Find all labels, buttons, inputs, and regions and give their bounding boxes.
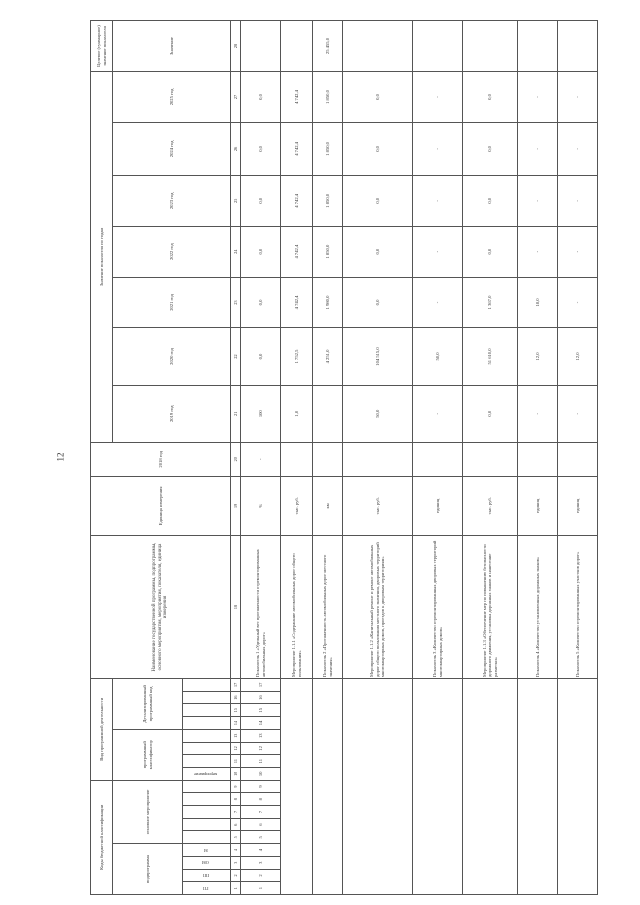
code-cell: 14 [241, 717, 281, 730]
program-classifier-header: программный классификатор [113, 729, 183, 780]
code-col-1: ГП [183, 882, 231, 895]
code-cells-empty [463, 679, 518, 895]
sub-budget-header: подпрограмма [113, 844, 183, 895]
row-name: Мероприятие 1.1.2 «Капитальный ремонт и ремонт автомобильных дорог общего пользования местного значения, дворовых территорий многоквартирных домов, проездов к дворовым территориям» [343, 536, 413, 679]
col-number: 3 [231, 856, 241, 869]
row-final [241, 21, 281, 72]
code-col-3: ОМ [183, 856, 231, 869]
col-number: 23 [231, 277, 241, 328]
row-base [558, 442, 598, 476]
code-cell: 10 [241, 767, 281, 780]
row-value: 1 367,0 [463, 277, 518, 328]
row-name: Показатель 5 «Количество отремонтированных участков дорог» [558, 536, 598, 679]
row-unit: единиц [413, 476, 463, 535]
col-number: 10 [231, 767, 241, 780]
col-number: 24 [231, 226, 241, 277]
code-cell: 7 [241, 806, 281, 819]
row-name: Мероприятие 1.1.3 «Обеспечение мер по повышению безопасности дорожного движения, установка дорожных знаков и нанесение разметки» [463, 536, 518, 679]
row-value [313, 385, 343, 442]
row-value: - [413, 226, 463, 277]
row-value: - [518, 385, 558, 442]
row-base: - [241, 442, 281, 476]
code-col-4: М [183, 844, 231, 857]
program-activity-header: Вид программной деятельности [91, 679, 113, 781]
col-number: 5 [231, 831, 241, 844]
row-value: 12,0 [558, 328, 598, 385]
row-value: 1 850,0 [313, 122, 343, 175]
code-cell: 16 [241, 691, 281, 704]
row-value: - [558, 72, 598, 123]
base-year-header: 2018 год [91, 442, 231, 476]
col-number: 9 [231, 780, 241, 793]
col-number: 13 [231, 729, 241, 742]
row-value: - [413, 175, 463, 226]
row-value: 104 515,0 [343, 328, 413, 385]
final-sub-header: Значение [113, 21, 231, 72]
row-value: - [518, 175, 558, 226]
col-number: 22 [231, 328, 241, 385]
name-header: Наименование государственной программы, подпрограммы, основного мероприятия, мероприятия, показателя, единица измерения [91, 536, 231, 679]
row-value: 0,0 [343, 226, 413, 277]
col-number: 2 [231, 869, 241, 882]
row-value: 18,0 [518, 277, 558, 328]
row-value: 0,0 [241, 328, 281, 385]
row-unit: тыс. руб. [343, 476, 413, 535]
code-cells-empty [313, 679, 343, 895]
row-value: 0,0 [463, 72, 518, 123]
table-row [518, 21, 558, 895]
row-value: 50,0 [343, 385, 413, 442]
row-final [518, 21, 558, 72]
row-base [463, 442, 518, 476]
row-name: Показатель 2 «Протяженность автомобильных дорог местного значения» [313, 536, 343, 679]
row-unit: % [241, 476, 281, 535]
row-value: 0,0 [241, 122, 281, 175]
table-row [343, 21, 413, 895]
row-value: - [518, 72, 558, 123]
row-unit: единиц [558, 476, 598, 535]
code-cell: 17 [241, 679, 281, 692]
year-2019: 2019 год [113, 385, 231, 442]
row-unit: тыс. руб. [463, 476, 518, 535]
budget-class-header: Коды бюджетной классификации [91, 780, 113, 894]
column-number-row [231, 21, 241, 895]
table-row [463, 21, 518, 895]
code-col-2: ПП [183, 869, 231, 882]
row-value: 4 742,4 [281, 226, 313, 277]
row-value: - [558, 122, 598, 175]
row-value: 1 850,0 [313, 226, 343, 277]
rotated-table-container [90, 20, 580, 895]
row-value: 0,0 [241, 175, 281, 226]
main-event-header: основное мероприятие [113, 780, 183, 844]
row-final: 25 455,0 [313, 21, 343, 72]
col-number: 7 [231, 806, 241, 819]
row-value: 1 980,0 [313, 277, 343, 328]
col-number: 20 [231, 442, 241, 476]
col-number: 26 [231, 122, 241, 175]
row-value: 1,0 [281, 385, 313, 442]
code-col-17 [183, 679, 231, 692]
row-value: 0,0 [463, 122, 518, 175]
row-value: 0,0 [463, 226, 518, 277]
final-header: Целевое (суммарное) значение показателя [91, 21, 113, 72]
row-value: 1 850,0 [313, 175, 343, 226]
row-value: - [518, 122, 558, 175]
targets-header: Значение показателя по годам [91, 72, 113, 443]
code-col-8 [183, 793, 231, 806]
code-cell: 13 [241, 729, 281, 742]
row-final [463, 21, 518, 72]
col-number: 17 [231, 679, 241, 692]
code-cell: 6 [241, 818, 281, 831]
code-col-5 [183, 831, 231, 844]
unit-header: Единица измерения [91, 476, 231, 535]
code-cell: 8 [241, 793, 281, 806]
row-value: 0,0 [241, 277, 281, 328]
row-base [343, 442, 413, 476]
code-col-15 [183, 704, 231, 717]
code-cells-empty [413, 679, 463, 895]
row-value: 0,0 [463, 385, 518, 442]
year-2022: 2022 год [113, 226, 231, 277]
row-value: - [558, 277, 598, 328]
row-value: 0,0 [241, 226, 281, 277]
code-cells-empty [343, 679, 413, 895]
row-final [343, 21, 413, 72]
row-value: - [558, 385, 598, 442]
row-final [413, 21, 463, 72]
row-name: Показатель 3 «Количество отремонтированных дворовых территорий многоквартирных домов» [413, 536, 463, 679]
row-final [281, 21, 313, 72]
row-value: 4 251,0 [313, 328, 343, 385]
code-col-14 [183, 717, 231, 730]
table-row [241, 21, 281, 895]
row-final [558, 21, 598, 72]
row-value: - [518, 226, 558, 277]
col-number: 25 [231, 175, 241, 226]
row-value: 0,0 [343, 175, 413, 226]
row-value: 0,0 [241, 72, 281, 123]
row-name: Показатель 1 «Удельный вес протяженности отремонтированных автомобильных дорог» [241, 536, 281, 679]
col-number: 15 [231, 704, 241, 717]
row-value: 4 742,4 [281, 175, 313, 226]
row-unit: км [313, 476, 343, 535]
row-name: Показатель 4 «Количество установленных дорожных знаков» [518, 536, 558, 679]
table-row [558, 21, 598, 895]
code-cell: 15 [241, 704, 281, 717]
code-cell: 9 [241, 780, 281, 793]
program-indicators-table [90, 20, 598, 895]
year-2021: 2021 год [113, 277, 231, 328]
year-2024: 2024 год [113, 122, 231, 175]
row-base [313, 442, 343, 476]
code-cell: 11 [241, 755, 281, 768]
row-value: 0,0 [343, 72, 413, 123]
table-row [281, 21, 313, 895]
row-value: 50,0 [413, 328, 463, 385]
col-number: 11 [231, 755, 241, 768]
col-number: 21 [231, 385, 241, 442]
code-cells-empty [281, 679, 313, 895]
row-name: Мероприятие 1.1.1 «Содержание автомобильных дорог общего пользования» [281, 536, 313, 679]
code-col-9 [183, 780, 231, 793]
row-value: 0,0 [343, 122, 413, 175]
code-col-6 [183, 818, 231, 831]
row-value: - [413, 385, 463, 442]
row-value: 0,0 [343, 277, 413, 328]
code-col-7 [183, 806, 231, 819]
row-value: - [558, 175, 598, 226]
row-value: - [413, 277, 463, 328]
table-row [313, 21, 343, 895]
row-base [281, 442, 313, 476]
col-number: 4 [231, 844, 241, 857]
col-number: 19 [231, 476, 241, 535]
col-number: 27 [231, 72, 241, 123]
row-value: 51 610,0 [463, 328, 518, 385]
row-value: 4 742,4 [281, 122, 313, 175]
code-col-12 [183, 742, 231, 755]
code-cell: 1 [241, 882, 281, 895]
year-2025: 2025 год [113, 72, 231, 123]
page-number: 12 [55, 452, 66, 462]
code-col-16 [183, 691, 231, 704]
year-2020: 2020 год [113, 328, 231, 385]
code-cell: 4 [241, 844, 281, 857]
col-number: 1 [231, 882, 241, 895]
code-cells-empty [518, 679, 558, 895]
table-body [241, 21, 598, 895]
row-value: 12,0 [518, 328, 558, 385]
table-row [413, 21, 463, 895]
row-value: 4 742,4 [281, 72, 313, 123]
row-unit: единиц [518, 476, 558, 535]
row-value: 1 752,5 [281, 328, 313, 385]
row-value: 0,0 [463, 175, 518, 226]
code-cell: 12 [241, 742, 281, 755]
col-number: 8 [231, 793, 241, 806]
code-col-11 [183, 755, 231, 768]
col-number: 18 [231, 536, 241, 679]
row-value: - [413, 72, 463, 123]
code-cell: 2 [241, 869, 281, 882]
code-col-13 [183, 729, 231, 742]
col-number: 6 [231, 818, 241, 831]
row-value: 100 [241, 385, 281, 442]
row-value: 4 742,4 [281, 277, 313, 328]
row-base [518, 442, 558, 476]
row-unit: тыс. руб. [281, 476, 313, 535]
row-base [413, 442, 463, 476]
col-number: 16 [231, 691, 241, 704]
row-value: - [558, 226, 598, 277]
col-number: 28 [231, 21, 241, 72]
program-structure-header: Детализированный программный код [113, 679, 183, 730]
code-col-10: мероприятие [183, 767, 231, 780]
col-number: 14 [231, 717, 241, 730]
year-2023: 2023 год [113, 175, 231, 226]
row-value: - [413, 122, 463, 175]
code-cells-empty [558, 679, 598, 895]
row-value: 1 850,0 [313, 72, 343, 123]
code-cell: 5 [241, 831, 281, 844]
col-number: 12 [231, 742, 241, 755]
code-cell: 3 [241, 856, 281, 869]
